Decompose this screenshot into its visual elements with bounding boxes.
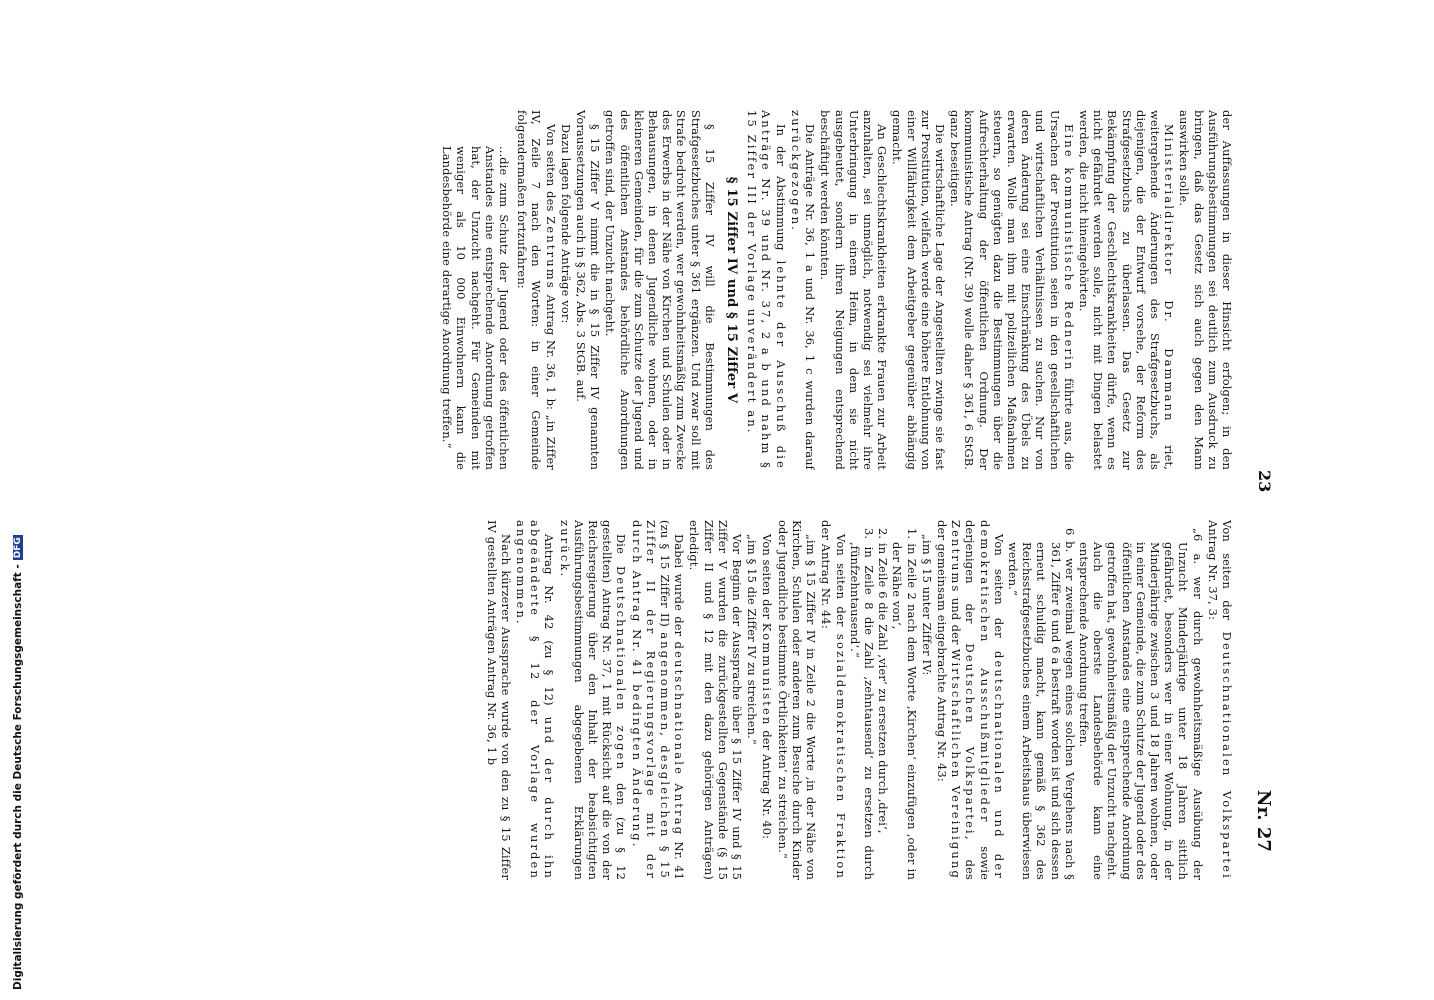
paragraph-text: Die bbox=[614, 534, 629, 567]
paragraph-text: Dabei wurde der bbox=[672, 534, 687, 642]
paragraph-text: Von seiten der bbox=[833, 534, 848, 634]
paragraph-text: sowie derjenigen der bbox=[963, 520, 992, 880]
paragraph: § 15 Ziffer V nimmt die in § 15 Ziffer IV genannten Voraussetzungen auch in § 362, Abs. 3 StGB. auf. bbox=[574, 110, 603, 470]
paragraph-text: und der bbox=[949, 593, 964, 649]
paragraph bbox=[789, 110, 817, 470]
emphasis: deutschnationalen und der demokratischen Ausschußmitglieder bbox=[977, 520, 1006, 880]
speaker-name: Eine kommunistische Rednerin bbox=[1061, 124, 1076, 372]
emphasis: Wirtschaftlichen Vereinigung bbox=[949, 648, 964, 880]
issue-number: Nr. 27 bbox=[1253, 790, 1274, 852]
paragraph-text: . bbox=[788, 226, 803, 231]
quote: „im § 15 Ziffer IV in Zeile 2 die Worte ‚in der Nähe von Kirchen, Schulen oder anderen zum Besuche durch Kinder oder Jugendliche bestimmte Örtlichkeiten‘ zu streichen.“ bbox=[775, 520, 819, 880]
speaker-name: Ministerialdirektor Dr. Dammann bbox=[1162, 124, 1177, 423]
emphasis: Deutschnationalen Volkspartei bbox=[1220, 631, 1234, 880]
quote-item: 6 b. wer zweimal wegen eines solchen Vergehens nach § 361, Ziffer 6 und 6 a bestraft worden ist und sich dessen erneut schuldig macht, kann gemäß § 362 des Reichsstrafgesetzbuches einem Arbeitshaus überwiesen werden.“ bbox=[1005, 528, 1077, 880]
emphasis: Kommunisten bbox=[760, 622, 775, 727]
paragraph-text: Von seiten des bbox=[543, 124, 558, 217]
paragraph-text: Von seiten der bbox=[760, 534, 775, 623]
paragraph-text: Von seiten der bbox=[991, 534, 1006, 651]
paragraph-text: In der Abstimmung bbox=[773, 124, 788, 261]
emphasis: zurück bbox=[557, 520, 572, 573]
section-heading: § 15 Ziffer IV und § 15 Ziffer V bbox=[724, 176, 740, 404]
paragraph: An Geschlechtskrankheiten erkrankte Frauen zur Arbeit anzuhalten, sei unmöglich, notwendig sei vielmehr ihre Unterbringung in einem Heim, in dem sie nicht ausgebeutet, sondern ihren Neigungen entsprechend beschäftigt werden könnten. bbox=[818, 110, 890, 470]
paragraph-text: den (zu § 12 gestellten) Antrag Nr. 37, 1 mit Rücksicht auf die von der Reichsregierung über den Inhalt der beabsichtigten Ausführungsbestimmungen abgegebenen Erklärungen bbox=[571, 520, 629, 880]
left-column bbox=[244, 110, 1234, 470]
paragraph-text: führte aus, die Ursachen der Prostitution seien in den gesellschaftlichen und wirtschaftlichen Verhältnissen zu suchen. Nur von deren Änderung sei eine Einschränkung des Übels zu erwarten. Wolle man ihm mit polizeilichen Maßnahmen steuern, so genügten dazu die Bestimmungen über die Aufrechterhaltung der öffentlichen Ordnung. Der kommunistische Antrag (Nr. 39) wolle daher § 361, 6 StGB. ganz beseitigen. bbox=[948, 110, 1076, 470]
paragraph-text: der Antrag Nr. 40: bbox=[760, 726, 775, 840]
emphasis: Zentrums bbox=[949, 520, 964, 594]
emphasis: Deutschen Volkspartei bbox=[963, 643, 978, 836]
paragraph: Nach kürzerer Aussprache wurde von den zu § 15 Ziffer IV gestellten Anträgen Antrag Nr. 36, 1 b bbox=[484, 520, 513, 880]
paragraph bbox=[760, 520, 774, 880]
emphasis: Zentrums bbox=[543, 216, 558, 290]
paragraph-text: der Antrag Nr. 44: bbox=[819, 520, 834, 629]
paragraph-text: . bbox=[629, 842, 644, 847]
paragraph bbox=[948, 110, 1076, 470]
emphasis: und der durch ihn abgeänderte § 12 der Vorlage wurden angenommen bbox=[514, 520, 557, 880]
emphasis: deutschnationale Antrag bbox=[672, 641, 687, 837]
paragraph bbox=[557, 520, 628, 880]
paragraph bbox=[819, 520, 847, 880]
paragraph bbox=[514, 520, 557, 880]
dfg-logo: DFG bbox=[13, 537, 23, 559]
quote-item: „6 a. wer durch gewohnheitsmäßige Ausübung der Unzucht Minderjährige unter 18 Jahren sittlich gefährdet, besonders wer in einer Wohnung, in der Minderjährige zwischen 3 und 18 Jahren wohnen, oder in einer Gemeinde, die zum Schutze der Jugend oder des öffentlichen Anstandes eine entsprechende Anordnung getroffen hat, gewohnheitsmäßig der Unzucht nachgeht. Auch die oberste Landesbehörde kann eine entsprechende Anordnung treffen. bbox=[1076, 528, 1205, 880]
paragraph-text: der gemeinsam eingebrachte Antrag Nr. 43: bbox=[934, 520, 949, 782]
quote: „im § 15 die Ziffer IV zu streichen.“ bbox=[745, 534, 760, 745]
digitization-footer bbox=[0, 0, 24, 1000]
digitization-note: Digitalisierung gefördert durch die Deutsche Forschungsgemeinschaft - bbox=[12, 564, 24, 990]
paragraph-text: Von seiten der bbox=[1220, 520, 1234, 632]
emphasis: Deutschnationalen zogen bbox=[614, 566, 629, 772]
quote-intro: „im § 15 unter Ziffer IV: bbox=[919, 534, 934, 676]
right-column bbox=[194, 520, 1234, 880]
emphasis: sozialdemokratischen Fraktion bbox=[833, 633, 848, 880]
paragraph bbox=[1206, 520, 1234, 880]
paragraph: der Auffassungen in dieser Hinsicht erfolgen; in den Ausführungsbestimmungen sei deutlich zum Ausdruck zu bringen, daß das Gesetz sich auch gegen den Mann auswirken solle. bbox=[1177, 110, 1234, 470]
paragraph bbox=[1077, 110, 1176, 470]
paragraph: Vor Beginn der Aussprache über § 15 Ziffer IV und § 15 Ziffer V wurden die zurückgestellten Gegenstände (§ 15 Ziffer II und § 12 mit den dazu gehörigen Anträgen) erledigt. bbox=[687, 520, 745, 880]
paragraph-text: Antrag Nr. 36, 1 b: „in Ziffer IV, Zeile 7 nach den Worten: in einer Gemeinde folgendermaßen fortzufahren: bbox=[515, 110, 558, 470]
paragraph bbox=[629, 520, 686, 880]
emphasis: angenommen, desgleichen § 15 Ziffer II der Regierungsvorlage mit der durch Antrag Nr. 41 bedingten Änderung bbox=[629, 520, 673, 880]
emphasis: lehnte der Ausschuß die Anträge Nr. 39 und Nr. 37, 2 a b und nahm § 15 Ziffer III der Vorlage unverändert an. bbox=[745, 110, 788, 470]
paragraph: Dazu lagen folgende Anträge vor: bbox=[558, 124, 573, 324]
paragraph bbox=[935, 520, 1006, 880]
list-item: 1. in Zeile 2 nach dem Worte ‚Kirchen‘ einzufügen ‚oder in der Nähe von‘, bbox=[890, 528, 919, 880]
footer-text bbox=[12, 535, 24, 990]
paragraph-text: Die Anträge Nr. 36, 1 a und Nr. 36, 1 c wurden darauf bbox=[803, 124, 818, 470]
quote-block: ...die zum Schutz der Jugend oder des öffentlichen Anstandes eine entsprechende Anordnung getroffen hat, der Unzucht nachgeht. Für Gemeinden mit weniger als 10 000 Einwohnern kann die Landesbehörde eine derartige Anordnung treffen.“ bbox=[440, 146, 512, 470]
list-item: 3. in Zeile 8 die Zahl ‚zehntausend‘ zu ersetzen durch ‚fünfzehntausend‘.“ bbox=[847, 528, 876, 880]
paragraph bbox=[515, 110, 558, 470]
paragraph bbox=[745, 110, 788, 470]
paragraph-text: Antrag Nr. 37, 3: bbox=[1205, 520, 1220, 621]
paragraph-text: riet, weitergehende Änderungen des Strafgesetzbuchs, als diejenigen, die der Entwurf vorsehe, der Reform des Strafgesetzbuchs zu überlassen. Das Gesetz zur Bekämpfung der Geschlechtskrankheiten dürfe, wenn es nicht gefährdet werden solle, nicht mit Dingen belastet werden, die nicht hineingehörten. bbox=[1076, 110, 1177, 470]
paragraph-text: . bbox=[557, 572, 572, 577]
emphasis: zurückgezogen bbox=[788, 110, 803, 227]
paragraph-text: . bbox=[514, 620, 529, 624]
paragraph: § 15 Ziffer IV will die Bestimmungen des Strafgesetzbuches unter § 361 ergänzen. Und zwar soll mit Strafe bedroht werden, wer gewohnheitsmäßig zum Zwecke des Erwerbs in der Nähe von Kirchen und Schulen oder in Behausungen, in denen Jugendliche wohnen, oder in kleineren Gemeinden, für die zum Schutze der Jugend und des öffentlichen Anstandes behördliche Anordnungen getroffen sind, der Unzucht nachgeht. bbox=[603, 110, 717, 470]
paragraph: Die wirtschaftliche Lage der Angestellten zwinge sie fast zur Prostitution, vielfach werde eine höhere Entlohnung von einer Willfährigkeit dem Arbeitgeber gegenüber abhängig gemacht. bbox=[890, 110, 947, 470]
paragraph-text: Antrag Nr. 42 (zu § 12) bbox=[542, 534, 557, 717]
paragraph-text: Nr. 41 (zu § 15 Ziffer II) bbox=[658, 520, 687, 880]
list-item: 2. in Zeile 6 die Zahl ‚vier‘ zu ersetzen durch ‚drei‘, bbox=[876, 528, 891, 834]
paragraph-text: , des bbox=[963, 835, 978, 880]
page-number: 23 bbox=[1255, 470, 1274, 493]
